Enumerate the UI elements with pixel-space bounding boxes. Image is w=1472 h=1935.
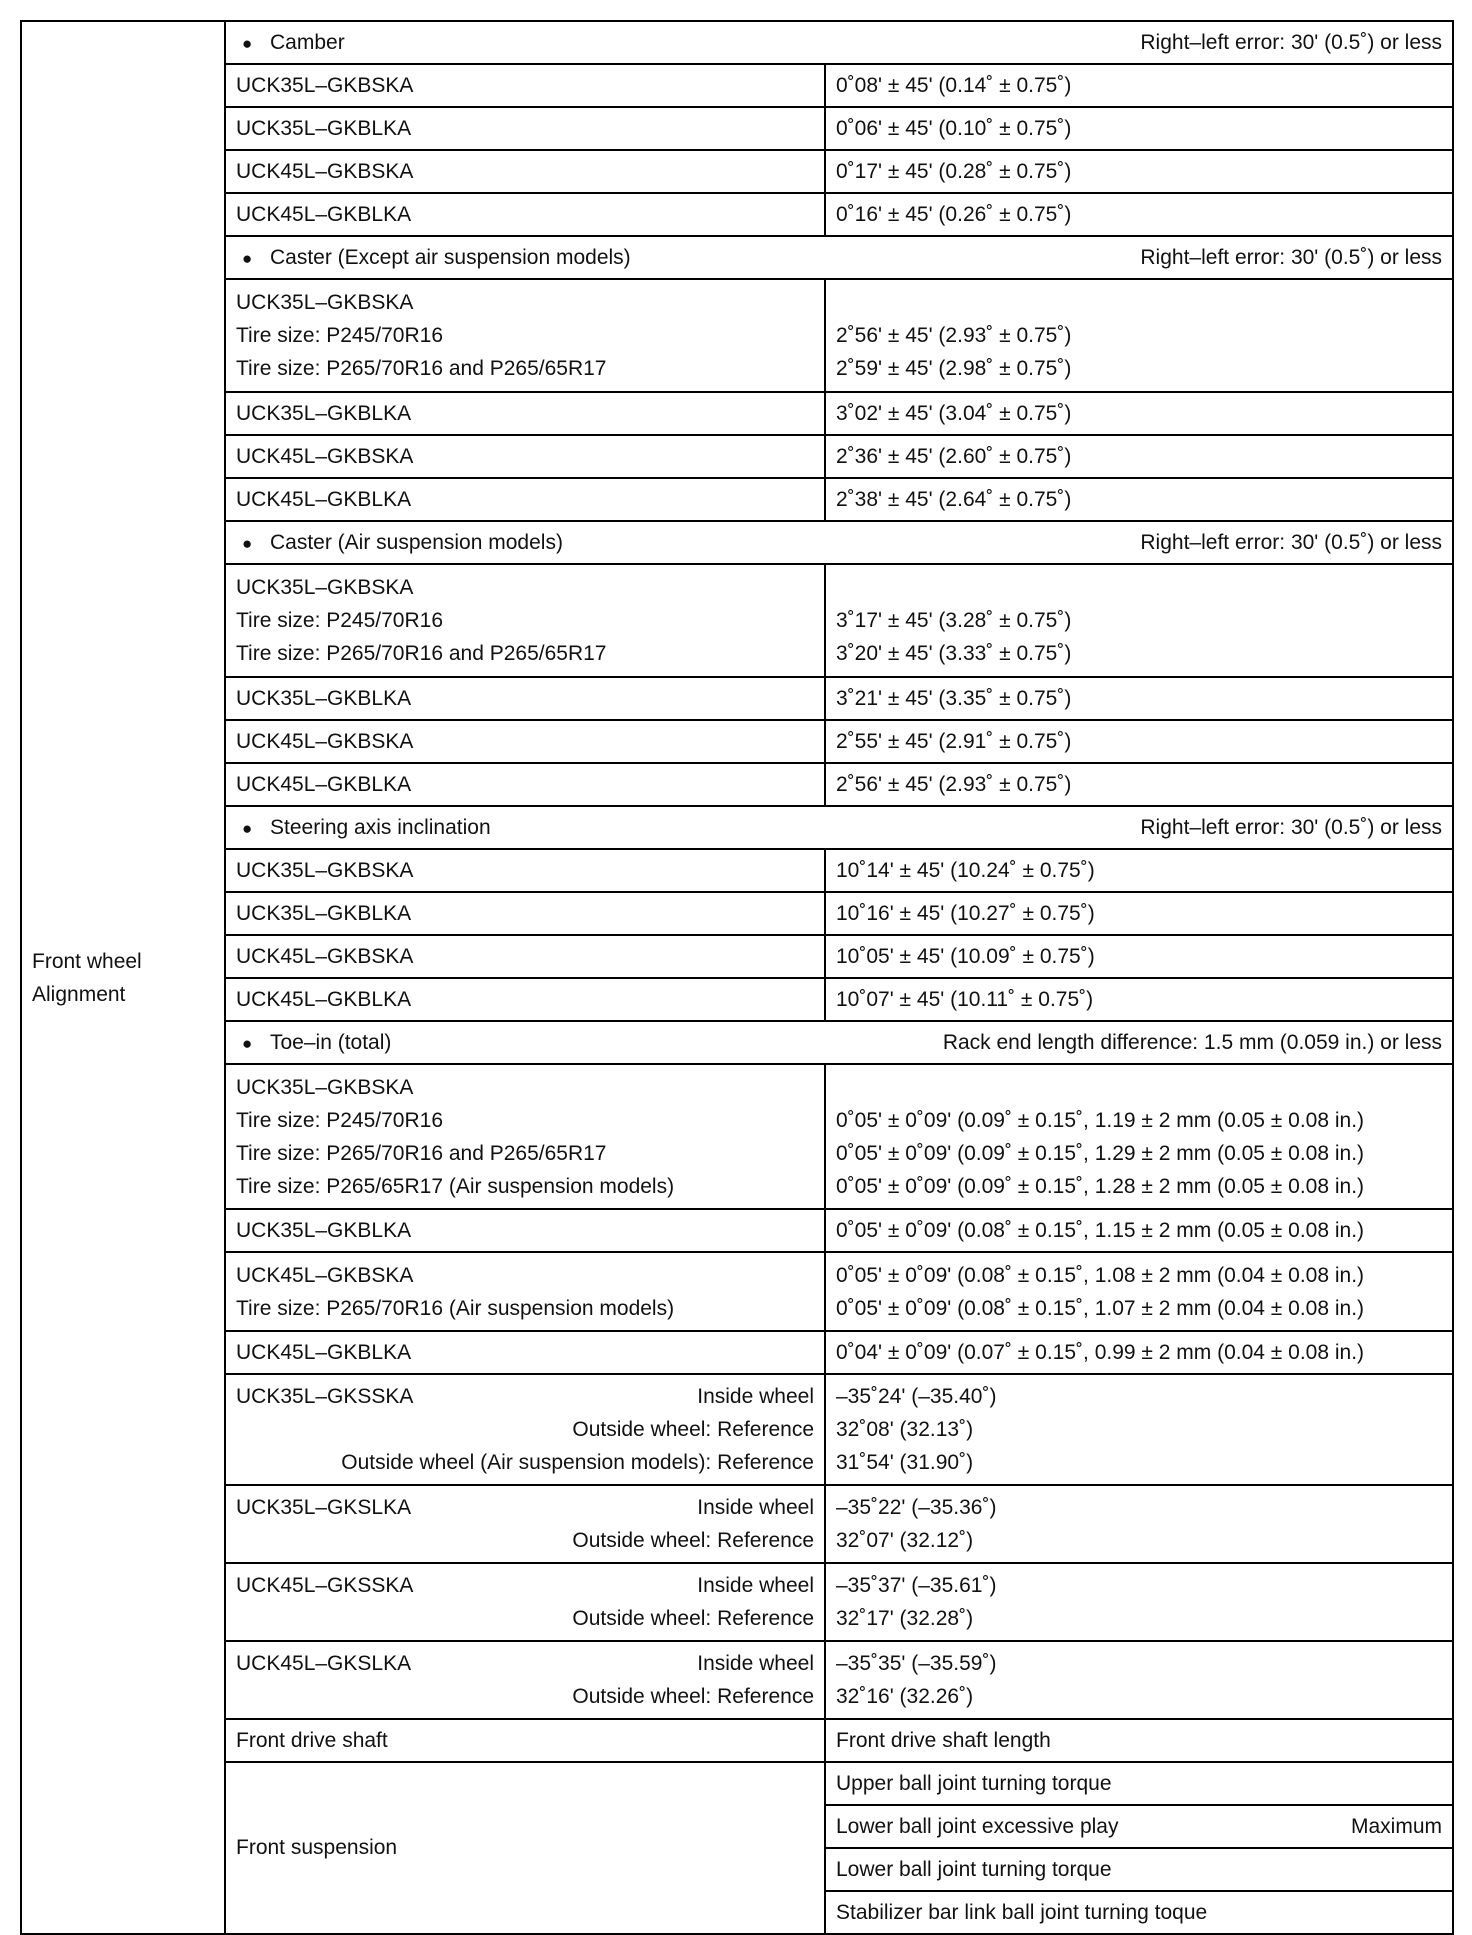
value-line: 0˚05' ± 0˚09' (0.09˚ ± 0.15˚, 1.19 ± 2 mm (0.05 ± 0.08 in.): [836, 1108, 1365, 1132]
value-cell: 10˚16' ± 45' (10.27˚ ± 0.75˚): [825, 892, 1453, 935]
value-cell: [825, 1563, 1453, 1641]
inside-wheel-label: Inside wheel: [697, 1574, 814, 1597]
inside-wheel-label: Inside wheel: [697, 1385, 814, 1408]
value-line: 32˚08' (32.13˚): [836, 1418, 974, 1441]
value-line: 0˚05' ± 0˚09' (0.08˚ ± 0.15˚, 1.07 ± 2 mm (0.04 ± 0.08 in.): [836, 1296, 1365, 1320]
section-title: Steering axis inclination: [270, 815, 491, 839]
tire-size: Tire size: P265/70R16 and P265/65R17: [236, 357, 607, 380]
front-drive-shaft-row: [21, 1719, 1453, 1762]
model-cell: UCK35L–GKBSKA: [225, 849, 825, 892]
model-name: UCK35L–GKSLKA: [236, 1496, 412, 1519]
inside-wheel-label: Inside wheel: [697, 1652, 814, 1675]
outside-wheel-label: Outside wheel: Reference: [572, 1529, 814, 1552]
section-note: Right–left error: 30' (0.5˚) or less: [1140, 815, 1443, 839]
camber-header-row: [21, 21, 1453, 64]
value-line: –35˚37' (–35.61˚): [836, 1574, 997, 1597]
model-cell: UCK35L–GKBLKA: [225, 677, 825, 720]
value-cell: 2˚56' ± 45' (2.93˚ ± 0.75˚): [825, 763, 1453, 806]
model-cell: [225, 279, 825, 392]
table-row: [21, 1064, 1453, 1209]
model-cell: UCK35L–GKBSKA: [225, 64, 825, 107]
table-row: [21, 1641, 1453, 1719]
steering-axis-header: [225, 806, 1453, 849]
model-cell: [225, 1563, 825, 1641]
item-cell: Stabilizer bar link ball joint turning toque: [825, 1891, 1453, 1934]
table-row: [21, 193, 1453, 236]
caster-header-row: [21, 236, 1453, 279]
value-cell: 0˚08' ± 45' (0.14˚ ± 0.75˚): [825, 64, 1453, 107]
section-title: Camber: [270, 30, 345, 54]
model-cell: [225, 1641, 825, 1719]
model-cell: UCK35L–GKBLKA: [225, 392, 825, 435]
model-name: UCK35L–GKBSKA: [236, 576, 414, 599]
item-cell: Lower ball joint turning torque: [825, 1848, 1453, 1891]
table-row: [21, 1563, 1453, 1641]
value-line: 0˚05' ± 0˚09' (0.09˚ ± 0.15˚, 1.29 ± 2 mm (0.05 ± 0.08 in.): [836, 1141, 1365, 1165]
item-qualifier: Maximum: [1351, 1814, 1443, 1838]
item-cell: [825, 1805, 1453, 1848]
tire-size: Tire size: P265/70R16 (Air suspension models): [236, 1296, 675, 1320]
model-cell: [225, 1374, 825, 1485]
caster-air-header: [225, 521, 1453, 564]
section-note: Right–left error: 30' (0.5˚) or less: [1140, 30, 1443, 54]
value-cell: 10˚05' ± 45' (10.09˚ ± 0.75˚): [825, 935, 1453, 978]
value-cell: [825, 1064, 1453, 1209]
value-line: –35˚35' (–35.59˚): [836, 1652, 997, 1675]
model-cell: UCK45L–GKBLKA: [225, 193, 825, 236]
item-cell: Upper ball joint turning torque: [825, 1762, 1453, 1805]
model-cell: UCK35L–GKBLKA: [225, 1209, 825, 1252]
model-cell: UCK45L–GKBLKA: [225, 978, 825, 1021]
model-name: UCK45L–GKBSKA: [236, 1263, 414, 1287]
model-cell: UCK35L–GKBLKA: [225, 107, 825, 150]
tire-size: Tire size: P265/70R16 and P265/65R17: [236, 1141, 607, 1165]
bullet-icon: ●: [242, 33, 253, 53]
table-row: [21, 392, 1453, 435]
value-line: 31˚54' (31.90˚): [836, 1451, 974, 1474]
bullet-icon: ●: [242, 533, 253, 553]
model-cell: UCK45L–GKBLKA: [225, 478, 825, 521]
model-name: UCK45L–GKSSKA: [236, 1574, 414, 1597]
value-cell: 10˚14' ± 45' (10.24˚ ± 0.75˚): [825, 849, 1453, 892]
table-row: [21, 763, 1453, 806]
table-row: [21, 279, 1453, 392]
value-line: 2˚56' ± 45' (2.93˚ ± 0.75˚): [836, 324, 1072, 347]
table-row: [21, 1485, 1453, 1563]
model-cell: UCK45L–GKBLKA: [225, 763, 825, 806]
tire-size: Tire size: P245/70R16: [236, 1108, 443, 1132]
table-row: [21, 1374, 1453, 1485]
section-title: Caster (Except air suspension models): [270, 245, 631, 269]
table-row: [21, 150, 1453, 193]
table-row: [21, 1209, 1453, 1252]
value-line: 3˚20' ± 45' (3.33˚ ± 0.75˚): [836, 642, 1072, 665]
model-name: UCK35L–GKBSKA: [236, 1075, 414, 1099]
section-title: Caster (Air suspension models): [270, 530, 563, 554]
section-title: Toe–in (total): [270, 1030, 392, 1054]
value-line: 32˚16' (32.26˚): [836, 1685, 974, 1708]
tire-size: Tire size: P265/65R17 (Air suspension models): [236, 1174, 675, 1198]
model-name: UCK35L–GKSSKA: [236, 1385, 414, 1408]
toe-in-header-row: [21, 1021, 1453, 1064]
table-row: [21, 107, 1453, 150]
outside-wheel-air-label: Outside wheel (Air suspension models): Reference: [341, 1451, 814, 1474]
model-cell: UCK45L–GKBSKA: [225, 435, 825, 478]
caster-header: [225, 236, 1453, 279]
front-suspension-row: [21, 1762, 1453, 1805]
caster-air-header-row: [21, 521, 1453, 564]
table-row: [21, 64, 1453, 107]
outside-wheel-label: Outside wheel: Reference: [572, 1685, 814, 1708]
item-label: Lower ball joint excessive play: [836, 1814, 1119, 1838]
tire-size: Tire size: P245/70R16: [236, 324, 443, 347]
model-cell: UCK45L–GKBSKA: [225, 720, 825, 763]
value-cell: 10˚07' ± 45' (10.11˚ ± 0.75˚): [825, 978, 1453, 1021]
table-row: [21, 677, 1453, 720]
table-row: [21, 849, 1453, 892]
model-name: UCK35L–GKBSKA: [236, 291, 414, 314]
steering-axis-header-row: [21, 806, 1453, 849]
table-row: [21, 564, 1453, 677]
front-wheel-alignment-category: [21, 21, 225, 1934]
outside-wheel-label: Outside wheel: Reference: [572, 1607, 814, 1630]
value-cell: 3˚21' ± 45' (3.35˚ ± 0.75˚): [825, 677, 1453, 720]
table-row: [21, 892, 1453, 935]
section-note: Right–left error: 30' (0.5˚) or less: [1140, 245, 1443, 269]
value-cell: [825, 564, 1453, 677]
value-cell: 0˚17' ± 45' (0.28˚ ± 0.75˚): [825, 150, 1453, 193]
item-cell: Front drive shaft length: [825, 1719, 1453, 1762]
bullet-icon: ●: [242, 818, 253, 838]
model-cell: UCK35L–GKBLKA: [225, 892, 825, 935]
value-cell: 2˚38' ± 45' (2.64˚ ± 0.75˚): [825, 478, 1453, 521]
section-note: Rack end length difference: 1.5 mm (0.059 in.) or less: [942, 1030, 1443, 1054]
toe-in-header: [225, 1021, 1453, 1064]
value-cell: [825, 279, 1453, 392]
value-cell: 0˚06' ± 45' (0.10˚ ± 0.75˚): [825, 107, 1453, 150]
section-note: Right–left error: 30' (0.5˚) or less: [1140, 530, 1443, 554]
value-cell: 0˚05' ± 0˚09' (0.08˚ ± 0.15˚, 1.15 ± 2 mm (0.05 ± 0.08 in.): [825, 1209, 1453, 1252]
spec-table: [20, 20, 1454, 1935]
value-cell: [825, 1485, 1453, 1563]
category-line-1: Front wheel: [32, 949, 142, 973]
model-cell: UCK45L–GKBLKA: [225, 1331, 825, 1374]
value-line: –35˚22' (–35.36˚): [836, 1496, 997, 1519]
value-line: 3˚17' ± 45' (3.28˚ ± 0.75˚): [836, 609, 1072, 632]
table-row: [21, 935, 1453, 978]
bullet-icon: ●: [242, 248, 253, 268]
model-cell: [225, 564, 825, 677]
tire-size: Tire size: P265/70R16 and P265/65R17: [236, 642, 607, 665]
front-drive-shaft-category: Front drive shaft: [225, 1719, 825, 1762]
table-row: [21, 1331, 1453, 1374]
table-row: [21, 720, 1453, 763]
value-cell: 2˚55' ± 45' (2.91˚ ± 0.75˚): [825, 720, 1453, 763]
front-suspension-category: Front suspension: [225, 1762, 825, 1934]
value-line: –35˚24' (–35.40˚): [836, 1385, 997, 1408]
value-cell: [825, 1374, 1453, 1485]
inside-wheel-label: Inside wheel: [697, 1496, 814, 1519]
camber-header: [225, 21, 1453, 64]
category-line-2: Alignment: [32, 982, 126, 1006]
model-cell: [225, 1485, 825, 1563]
value-cell: 3˚02' ± 45' (3.04˚ ± 0.75˚): [825, 392, 1453, 435]
bullet-icon: ●: [242, 1033, 253, 1053]
table-row: [21, 1252, 1453, 1331]
model-cell: UCK45L–GKBSKA: [225, 935, 825, 978]
value-cell: 0˚04' ± 0˚09' (0.07˚ ± 0.15˚, 0.99 ± 2 mm (0.04 ± 0.08 in.): [825, 1331, 1453, 1374]
model-name: UCK45L–GKSLKA: [236, 1652, 412, 1675]
table-row: [21, 978, 1453, 1021]
model-cell: [225, 1064, 825, 1209]
table-row: [21, 478, 1453, 521]
model-cell: UCK45L–GKBSKA: [225, 150, 825, 193]
value-cell: [825, 1252, 1453, 1331]
value-cell: 2˚36' ± 45' (2.60˚ ± 0.75˚): [825, 435, 1453, 478]
table-row: [21, 435, 1453, 478]
value-cell: [825, 1641, 1453, 1719]
outside-wheel-label: Outside wheel: Reference: [572, 1418, 814, 1441]
value-cell: 0˚16' ± 45' (0.26˚ ± 0.75˚): [825, 193, 1453, 236]
value-line: 32˚07' (32.12˚): [836, 1529, 974, 1552]
value-line: 32˚17' (32.28˚): [836, 1607, 974, 1630]
tire-size: Tire size: P245/70R16: [236, 609, 443, 632]
value-line: 0˚05' ± 0˚09' (0.09˚ ± 0.15˚, 1.28 ± 2 mm (0.05 ± 0.08 in.): [836, 1174, 1365, 1198]
value-line: 2˚59' ± 45' (2.98˚ ± 0.75˚): [836, 357, 1072, 380]
value-line: 0˚05' ± 0˚09' (0.08˚ ± 0.15˚, 1.08 ± 2 mm (0.04 ± 0.08 in.): [836, 1263, 1365, 1287]
model-cell: [225, 1252, 825, 1331]
